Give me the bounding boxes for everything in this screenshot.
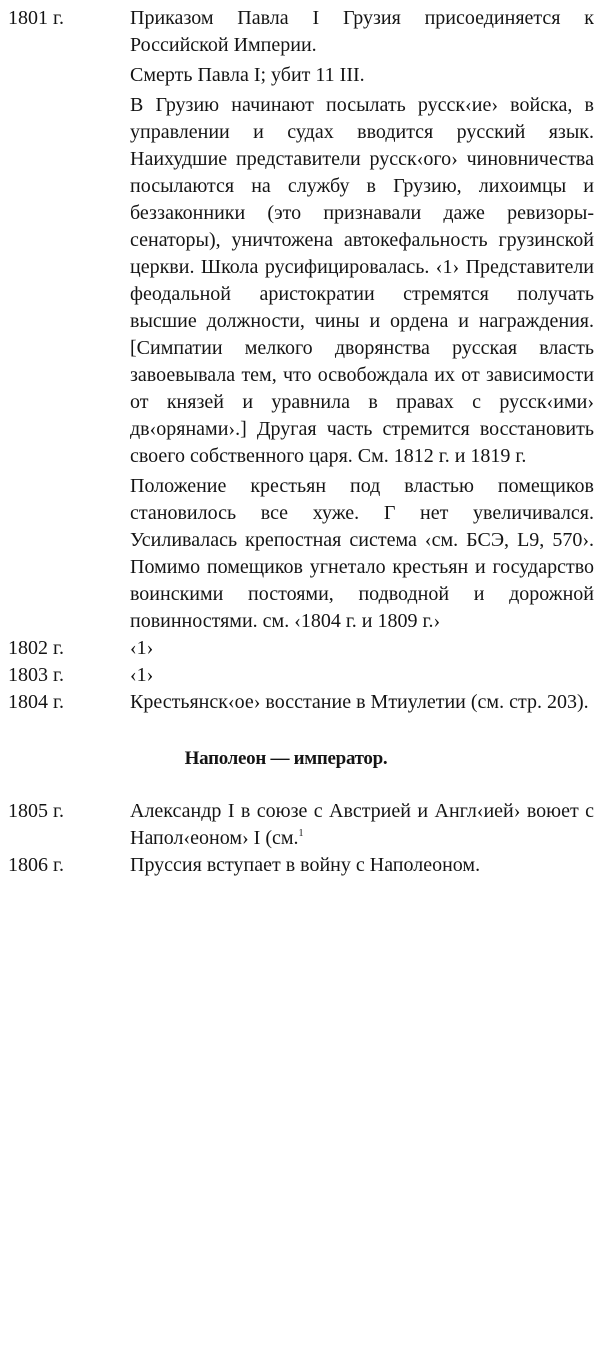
entry-year: 1803 г. [8, 664, 64, 686]
entry-body [130, 852, 594, 879]
entry-year: 1805 г. [8, 800, 64, 822]
chronology-entry-1805 [0, 798, 600, 852]
entry-paragraph: Положение крестьян под властью помещиков становилось все хуже. Г нет увеличивался. Усиливалась крепостная система ‹см. БСЭ, L9, 570›. Помимо помещиков угнетало крестьян и государство воинскими постоями, подводной и дорожной повинностями. см. ‹1804 г. и 1809 г.› [130, 475, 594, 632]
footnote-mark: 1 [298, 828, 304, 839]
chronology-entry-1804 [0, 689, 600, 716]
entry-body [130, 798, 594, 852]
entry-paragraph [130, 798, 594, 852]
entry-body [130, 689, 594, 716]
entry-paragraph: Крестьянск‹ое› восстание в Мтиулетии (см. стр. 203). [130, 691, 589, 713]
entry-text: Александр I в союзе с Австрией и Англ‹ией› воюет с Напол‹еоном› I (см. [130, 800, 594, 849]
entry-paragraph: Приказом Павла I Грузия присоединяется к Российской Империи. [130, 7, 594, 56]
entry-paragraph: ‹1› [130, 664, 154, 686]
entry-body [130, 5, 594, 635]
entry-paragraph: Смерть Павла I; убит 11 III. [130, 64, 365, 86]
document-page [0, 5, 600, 879]
chronology-entry-1806 [0, 852, 600, 879]
entry-year: 1802 г. [8, 637, 64, 659]
entry-body [130, 635, 594, 662]
chronology-entry-1802 [0, 635, 600, 662]
entry-year: 1806 г. [8, 854, 64, 876]
entry-body [130, 662, 594, 689]
chronology-entry-1803 [0, 662, 600, 689]
entry-paragraph: ‹1› [130, 637, 154, 659]
section-heading: Наполеон — император. [184, 748, 388, 769]
entry-year: 1804 г. [8, 691, 64, 713]
entry-year: 1801 г. [8, 7, 64, 29]
entry-paragraph: В Грузию начинают посылать русск‹ие› войска, в управлении и судах вводится русский язык. Наихудшие представители русск‹ого› чиновничества посылаются на службу в Грузию, лихоимцы и беззаконники (это признавали даже ревизоры-сенаторы), уничтожена автокефальность грузинской церкви. Школа русифицировалась. ‹1› Представители феодальной аристократии стремятся получать высшие должности, чины и ордена и награждения. [Симпатии мелкого дворянства русская власть завоевывала тем, что освобождала их от зависимости от князей и уравнила в правах с русск‹ими› дв‹орянами›.] Другая часть стремится восстановить своего собственного царя. См. 1812 г. и 1819 г. [130, 94, 594, 467]
chronology-entry-1801 [0, 5, 600, 635]
entry-paragraph: Пруссия вступает в войну с Наполеоном. [130, 854, 481, 876]
